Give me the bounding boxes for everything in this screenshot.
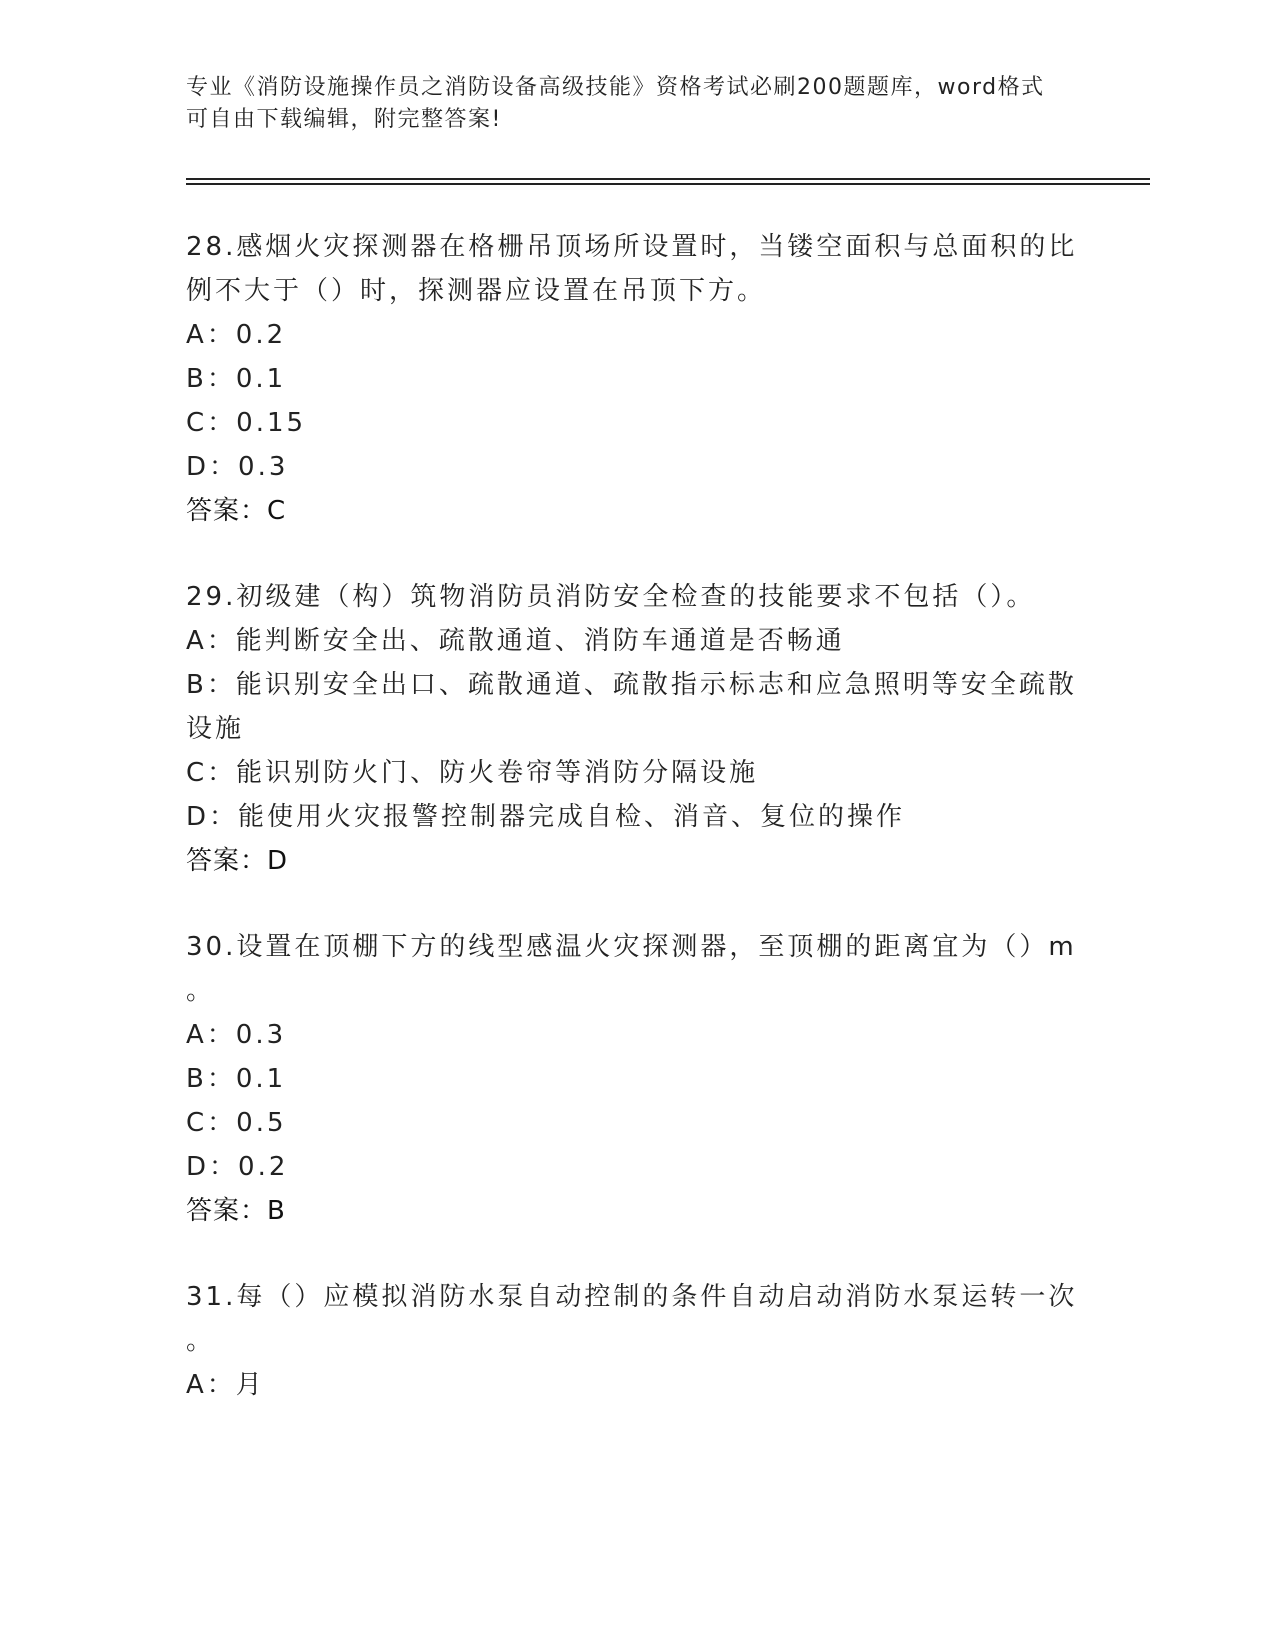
question-text-line: 31.每（）应模拟消防水泵自动控制的条件自动启动消防水泵运转一次 (186, 1282, 1078, 1312)
option-b: B：能识别安全出口、疏散通道、疏散指示标志和应急照明等安全疏散 (186, 670, 1077, 700)
answer-label: 答案：B (186, 1196, 286, 1226)
option-d: D：能使用火灾报警控制器完成自检、消音、复位的操作 (186, 802, 906, 832)
option-d: D：0.2 (186, 1152, 289, 1182)
question-text-line: 29.初级建（构）筑物消防员消防安全检查的技能要求不包括（）。 (186, 582, 1036, 612)
option-b: B：0.1 (186, 1064, 287, 1094)
option-c: C：0.5 (186, 1108, 287, 1138)
option-b: B：0.1 (186, 364, 287, 394)
option-a: A：月 (186, 1370, 265, 1400)
option-c: C：0.15 (186, 408, 307, 438)
option-c: C：能识别防火门、防火卷帘等消防分隔设施 (186, 758, 759, 788)
option-d: D：0.3 (186, 452, 289, 482)
header-divider-bottom (186, 183, 1150, 185)
question-text-line: 30.设置在顶棚下方的线型感温火灾探测器，至顶棚的距离宜为（）m (186, 932, 1077, 962)
question-text-line: 。 (186, 1326, 216, 1356)
option-a: A：0.2 (186, 320, 287, 350)
document-header: 专业《消防设施操作员之消防设备高级技能》资格考试必刷200题题库，word格式可自由下载编辑，附完整答案! (186, 75, 1045, 132)
option-a: A：能判断安全出、疏散通道、消防车通道是否畅通 (186, 626, 845, 656)
answer-label: 答案：D (186, 846, 289, 876)
header-divider-top (186, 178, 1150, 180)
option-a: A：0.3 (186, 1020, 287, 1050)
question-text-line: 例不大于（）时，探测器应设置在吊顶下方。 (186, 276, 767, 306)
question-text-line: 。 (186, 976, 216, 1006)
option-b-continued: 设施 (186, 714, 245, 744)
answer-label: 答案：C (186, 496, 287, 526)
question-text-line: 28.感烟火灾探测器在格栅吊顶场所设置时，当镂空面积与总面积的比 (186, 232, 1078, 262)
